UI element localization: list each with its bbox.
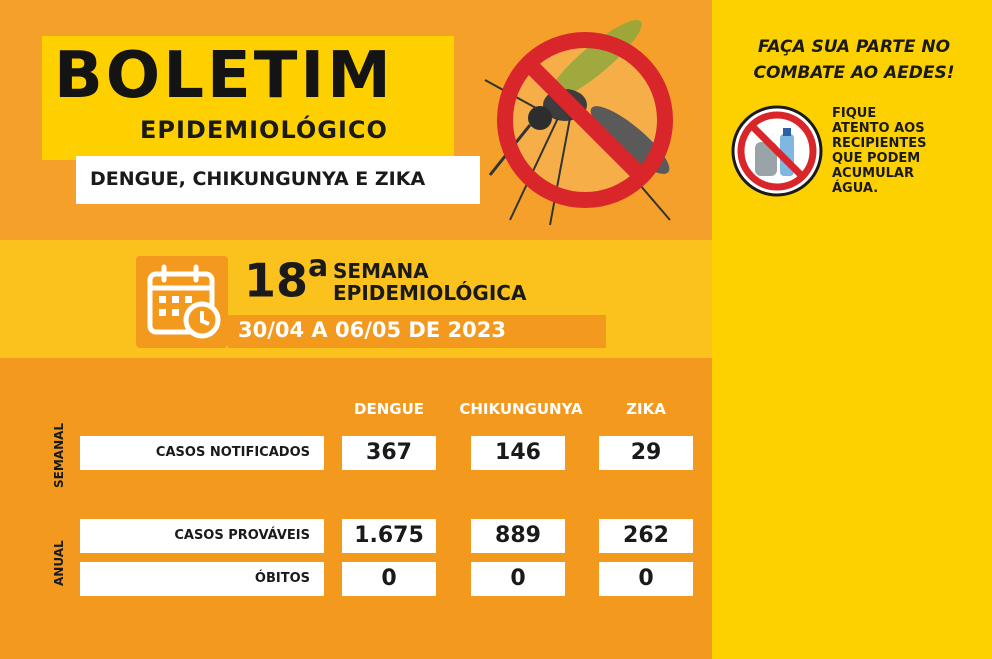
week-label: SEMANA EPIDEMIOLÓGICA [333,259,527,305]
page-title: BOLETIM [54,39,394,113]
sidebar-background [712,0,992,659]
week-number: 18$^a$ [244,249,329,308]
group-label-anual: ANUAL [52,540,66,586]
row-label-obitos: ÓBITOS [80,562,324,596]
group-label-semanal: SEMANAL [52,422,66,488]
page-subtitle: EPIDEMIOLÓGICO [140,116,388,144]
cell-obitos-zika: 0 [599,562,693,596]
cell-provaveis-chikungunya: 889 [471,519,565,553]
cell-provaveis-zika: 262 [599,519,693,553]
date-range: 30/04 A 06/05 DE 2023 [238,318,506,342]
cell-notificados-zika: 29 [599,436,693,470]
cell-notificados-dengue: 367 [342,436,436,470]
row-label-casos-notificados: CASOS NOTIFICADOS [80,436,324,470]
cell-provaveis-dengue: 1.675 [342,519,436,553]
no-water-containers-icon [730,104,824,198]
calendar-clock-icon [146,264,222,340]
no-mosquito-icon [470,0,710,240]
cell-notificados-chikungunya: 146 [471,436,565,470]
column-header-zika: ZIKA [626,400,666,418]
tip-text-containers: FIQUE ATENTO AOS RECIPIENTES QUE PODEM ACUMULAR ÁGUA. [832,106,927,196]
column-header-dengue: DENGUE [354,400,424,418]
column-header-chikungunya: CHIKUNGUNYA [459,400,583,418]
sidebar-title: FAÇA SUA PARTE NO COMBATE AO AEDES! [753,37,955,83]
row-label-casos-provaveis: CASOS PROVÁVEIS [80,519,324,553]
cell-obitos-dengue: 0 [342,562,436,596]
cell-obitos-chikungunya: 0 [471,562,565,596]
diseases-label: DENGUE, CHIKUNGUNYA E ZIKA [90,168,426,190]
